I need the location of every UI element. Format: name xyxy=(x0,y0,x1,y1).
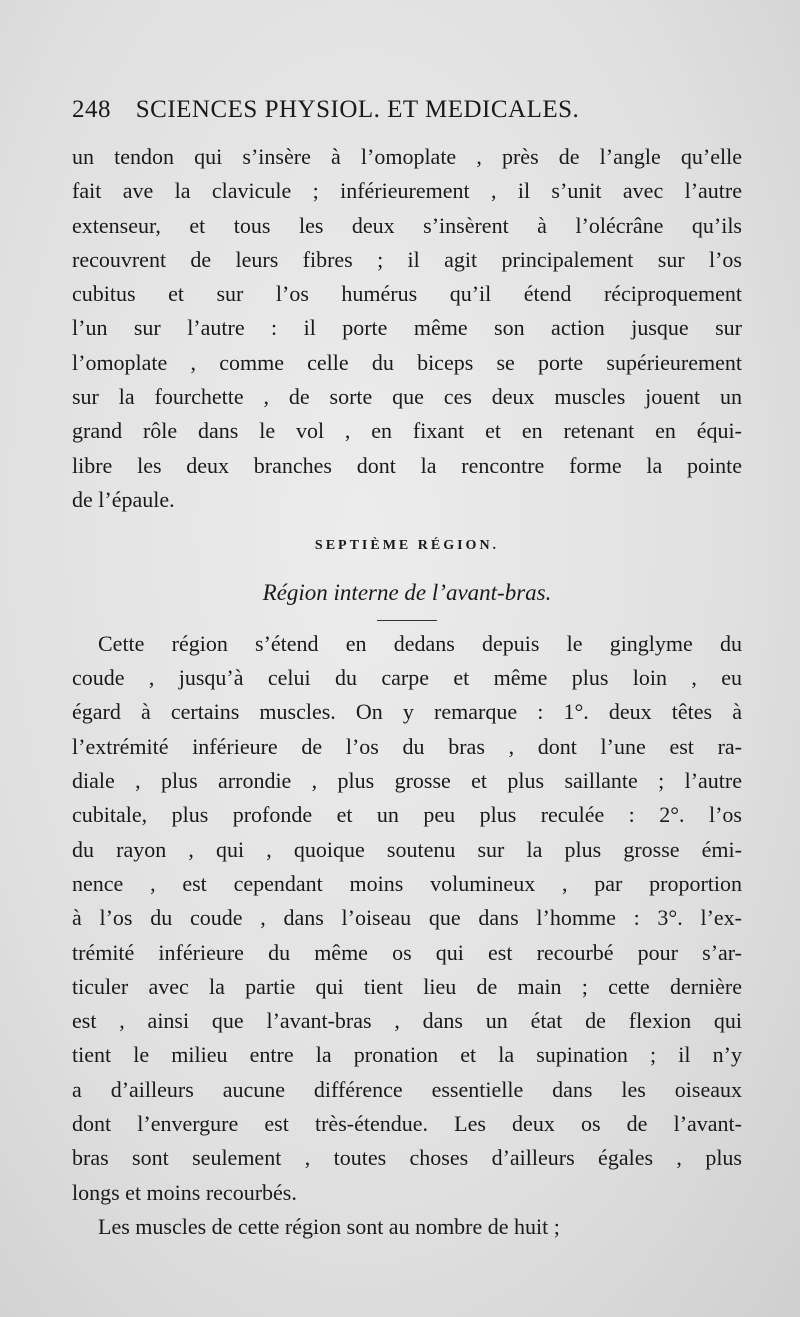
text-line: à l’os du coude , dans l’oiseau que dans l’homme : 3°. l’ex- xyxy=(72,905,742,931)
text-line: longs et moins recourbés. xyxy=(72,1179,297,1205)
text-line: grand rôle dans le vol , en fixant et en retenant en équi- xyxy=(72,418,742,444)
text-line: un tendon qui s’insère à l’omoplate , près de l’angle qu’elle xyxy=(72,144,742,169)
page-body xyxy=(72,140,742,1244)
text-line: dont l’envergure est très-étendue. Les deux os de l’avant- xyxy=(72,1111,742,1137)
text-line: recouvrent de leurs fibres ; il agit principalement sur l’os xyxy=(72,246,742,272)
text-line: égard à certains muscles. On y remarque : 1°. deux têtes à xyxy=(72,699,742,725)
page-number: 248 xyxy=(72,96,111,123)
text-line: ticuler avec la partie qui tient lieu de main ; cette dernière xyxy=(72,973,742,999)
text-line: de l’épaule. xyxy=(72,486,175,512)
text-line: coude , jusqu’à celui du carpe et même plus loin , eu xyxy=(72,665,742,691)
running-title: SCIENCES PHYSIOL. ET MEDICALES. xyxy=(135,96,580,123)
text-line: du rayon , qui , quoique soutenu sur la plus grosse émi- xyxy=(72,836,742,862)
text-line: a d’ailleurs aucune différence essentielle dans les oiseaux xyxy=(72,1076,742,1102)
text-line: extenseur, et tous les deux s’insèrent à l’olécrâne qu’ils xyxy=(72,212,742,238)
text-line: diale , plus arrondie , plus grosse et plus saillante ; l’autre xyxy=(72,768,742,794)
text-line: tient le milieu entre la pronation et la supination ; il n’y xyxy=(72,1042,742,1068)
text-line: trémité inférieure du même os qui est recourbé pour s’ar- xyxy=(72,939,742,965)
text-line: l’omoplate , comme celle du biceps se porte supérieurement xyxy=(72,349,742,375)
text-line: fait ave la clavicule ; inférieurement , il s’unit avec l’autre xyxy=(72,178,742,204)
text-line: bras sont seulement , toutes choses d’ailleurs égales , plus xyxy=(72,1145,742,1171)
text-line: nence , est cependant moins volumineux , par proportion xyxy=(72,870,742,896)
text-line: Les muscles de cette région sont au nombre de huit ; xyxy=(98,1213,560,1239)
divider-rule xyxy=(377,620,437,621)
section-subtitle: Région interne de l’avant-bras. xyxy=(262,579,552,605)
paragraph-1 xyxy=(72,140,742,517)
text-line: est , ainsi que l’avant-bras , dans un état de flexion qui xyxy=(72,1008,742,1034)
text-line: Cette région s’étend en dedans depuis le ginglyme du xyxy=(98,630,742,656)
page-header xyxy=(72,96,702,124)
section-title: SEPTIÈME RÉGION. xyxy=(314,538,500,554)
text-line: cubitale, plus profonde et un peu plus reculée : 2°. l’os xyxy=(72,802,742,828)
text-line: cubitus et sur l’os humérus qu’il étend réciproquement xyxy=(72,281,742,307)
text-line: l’extrémité inférieure de l’os du bras , dont l’une est ra- xyxy=(72,733,742,759)
text-line: sur la fourchette , de sorte que ces deux muscles jouent un xyxy=(72,384,742,410)
paragraph-2 xyxy=(72,627,742,1210)
text-line: l’un sur l’autre : il porte même son action jusque sur xyxy=(72,315,742,341)
paragraph-3 xyxy=(72,1210,742,1244)
text-line: libre les deux branches dont la rencontre forme la pointe xyxy=(72,452,742,478)
